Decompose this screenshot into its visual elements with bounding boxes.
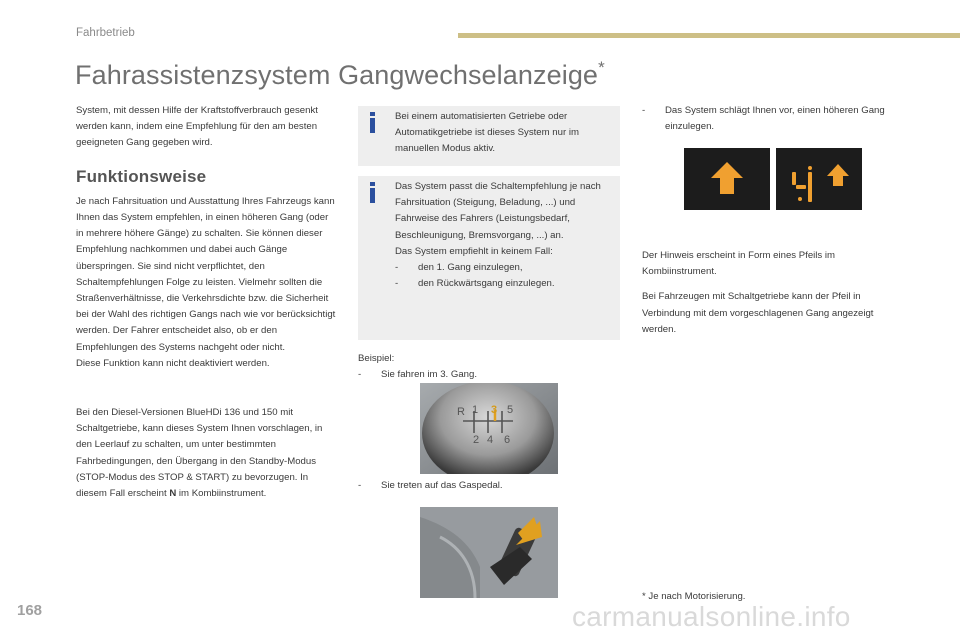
list-item bbox=[642, 103, 904, 135]
header-accent-bar bbox=[458, 33, 960, 38]
list-item-text: den 1. Gang einzulegen, bbox=[418, 262, 523, 274]
list-dash: - bbox=[395, 278, 399, 290]
example-block bbox=[358, 351, 620, 383]
list-item bbox=[395, 276, 612, 292]
upshift-indicator bbox=[684, 148, 770, 210]
list-item bbox=[358, 478, 503, 494]
list-item-text: Sie fahren im 3. Gang. bbox=[381, 369, 477, 381]
list-item-text: Das System schlägt Ihnen vor, einen höheren Gang einzulegen. bbox=[665, 105, 885, 133]
body-paragraph: Je nach Fahrsituation und Ausstattung Ihres Fahrzeugs kann Ihnen das System empfehlen, in einen höheren Gang (oder in mehrere höhere Gänge) zu schalten. Sie können dieser Empfehlung nachkommen und dabei auch Gänge überspringen. Sie sind nicht verpflichtet, den Schaltempfehlungen Folge zu leisten. Vielmehr sollten die Straßenverhältnisse, die Verkehrsdichte bzw. die Sicherheit bei der Wahl des richtigen Gangs nach wie vor berücksichtigt werden. Der Fahrer entscheidet also, ob er den Empfehlungen des Systems nachgeht oder nicht. bbox=[76, 195, 336, 353]
accelerator-pedal-photo bbox=[420, 507, 558, 598]
info-text: Das System passt die Schaltempfehlung je nach Fahrsituation (Steigung, Beladung, ...) und Fahrweise des Fahrers (Leistungsbedarf, Beschleunigung, Bremsvorgang, ...) an. bbox=[395, 181, 601, 241]
gear-label: 2 bbox=[473, 434, 480, 446]
list-dash: - bbox=[395, 262, 399, 274]
info-icon bbox=[368, 182, 378, 204]
footnote: * Je nach Motorisierung. bbox=[642, 591, 746, 602]
column-middle bbox=[358, 106, 620, 383]
info-icon bbox=[368, 112, 378, 134]
arrow-up-icon bbox=[711, 162, 743, 194]
gear-label: 1 bbox=[472, 404, 479, 416]
neutral-symbol: N bbox=[169, 488, 177, 500]
watermark: carmanualsonline.info bbox=[572, 601, 851, 632]
section-heading: Funktionsweise bbox=[76, 166, 207, 186]
column-right bbox=[642, 103, 904, 135]
example-label: Beispiel: bbox=[358, 353, 395, 364]
gear-label: 6 bbox=[504, 434, 511, 446]
page-number: 168 bbox=[17, 602, 43, 619]
gear-label: 4 bbox=[487, 434, 494, 446]
body-paragraph: Bei Fahrzeugen mit Schaltgetriebe kann der Pfeil in Verbindung mit dem vorgeschlagenen Gang angezeigt werden. bbox=[642, 291, 874, 335]
list-item-text: Sie treten auf das Gaspedal. bbox=[381, 480, 503, 491]
list-item bbox=[395, 260, 612, 276]
body-paragraph: Der Hinweis erscheint in Form eines Pfeils im Kombiinstrument. bbox=[642, 250, 835, 278]
info-text: Bei einem automatisierten Getriebe oder Automatikgetriebe ist dieses System nur im manuellen Modus aktiv. bbox=[395, 111, 579, 155]
info-text: Das System empfiehlt in keinem Fall: bbox=[395, 245, 553, 257]
diesel-paragraph bbox=[76, 405, 338, 502]
body-paragraph-note: Diese Funktion kann nicht deaktiviert werden. bbox=[76, 357, 270, 369]
info-box bbox=[358, 176, 620, 340]
gear-knob-photo bbox=[420, 383, 558, 474]
page-title bbox=[75, 60, 605, 91]
diesel-text-end: im Kombiinstrument. bbox=[176, 488, 267, 500]
list-dash: - bbox=[358, 369, 362, 381]
diesel-text: Bei den Diesel-Versionen BlueHDi 136 und 150 mit Schaltgetriebe, kann dieses System Ihnen vorschlagen, in den Leerlauf zu schalten, um unter bestimmten Fahrbedingungen, den Übergang in den Standby-Modus (STOP-Modus des STOP & START) zu bevorzugen. In diesem Fall erscheint bbox=[76, 407, 323, 500]
gear-suggestion-indicator bbox=[776, 148, 862, 210]
list-dash: - bbox=[642, 105, 646, 116]
section-label: Fahrbetrieb bbox=[76, 27, 135, 39]
gear-label: 5 bbox=[507, 404, 514, 416]
page-title-text: Fahrassistenzsystem Gangwechselanzeige bbox=[75, 60, 599, 90]
column-left bbox=[76, 103, 338, 502]
gear-label-current: 3 bbox=[491, 404, 498, 416]
info-box bbox=[358, 106, 620, 166]
list-dash: - bbox=[358, 480, 362, 491]
list-item bbox=[358, 367, 620, 383]
gear-label: R bbox=[457, 406, 465, 418]
arrow-up-icon bbox=[827, 164, 849, 186]
intro-paragraph: System, mit dessen Hilfe der Kraftstoffverbrauch gesenkt werden kann, indem eine Empfehlung für den am besten geeigneten Gang gegeben wird. bbox=[76, 105, 318, 149]
title-footnote-mark: * bbox=[598, 58, 605, 77]
column-right-notes bbox=[642, 248, 904, 338]
list-item-text: den Rückwärtsgang einzulegen. bbox=[418, 278, 555, 290]
